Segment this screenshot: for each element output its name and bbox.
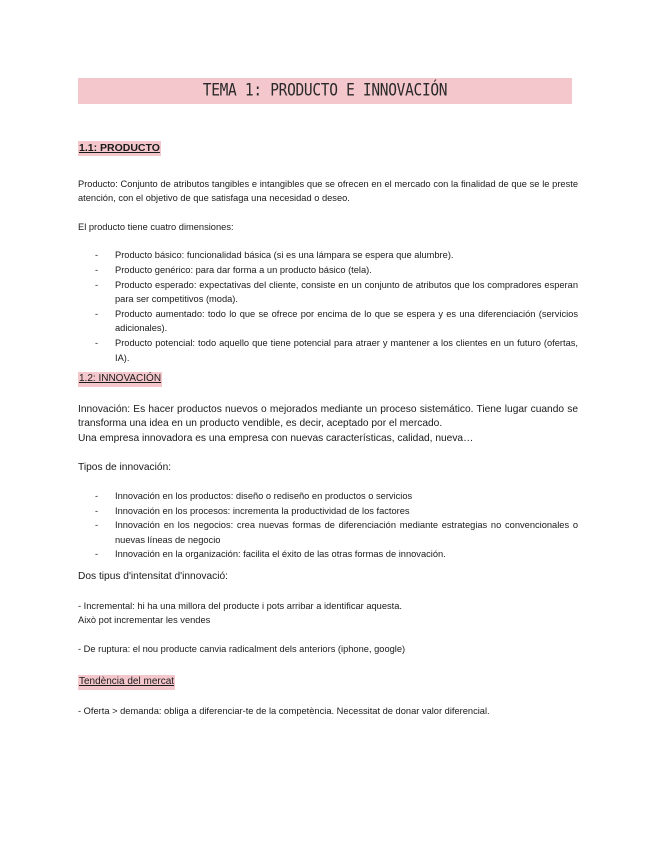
section-heading-producto: 1.1: PRODUCTO [79,142,160,154]
intensity-intro: Dos tipus d'intensitat d'innovació: [78,571,228,583]
section-heading-innovacion: 1.2: INNOVACIÓN [78,372,162,387]
document-body [78,141,578,719]
list-item: - Producto básico: funcionalidad básica (si es una lámpara se espera que alumbre). [95,250,454,261]
dimensions-list [78,248,578,365]
list-item: - Producto potencial: todo aquello que tiene potencial para atraer y mantener a los clientes en un futuro (ofertas, IA). [95,337,578,363]
list-item: - Producto aumentado: todo lo que se ofrece por encima de lo que se espera y es una diferenciación (servicios adicionales). [95,308,578,334]
list-item: - Producto esperado: expectativas del cliente, consiste en un conjunto de atributos que los compradores esperan para ser competitivos (moda). [95,279,578,305]
list-item: - Innovación en la organización: facilita el éxito de las otras formas de innovación. [95,549,446,560]
innovacion-definition: Innovación: Es hacer productos nuevos o mejorados mediante un proceso sistemático. Tiene lugar cuando se transforma una idea en un producto vendible, es decir, aceptado por el mercado. [78,403,578,430]
list-item: - Innovación en los negocios: crea nuevas formas de diferenciación mediante estrategias no convencionales o nuevas líneas de negocio [95,520,578,545]
producto-definition: Producto: Conjunto de atributos tangibles e intangibles que se ofrecen en el mercado con la finalidad de que se le preste atención, con el objetivo de que satisfaga una necesidad o deseo. [78,178,578,204]
section-heading-tendencia: Tendència del mercat [78,675,175,690]
incremental-line-2: Això pot incrementar les vendes [78,615,211,626]
types-intro: Tipos de innovación: [78,461,172,473]
innovation-types-list [78,489,578,562]
page-title: TEMA 1: PRODUCTO E INNOVACIÓN [202,81,448,101]
title-banner [78,78,572,104]
list-item: - Innovación en los productos: diseño o rediseño en productos o servicios [95,491,413,502]
incremental-line-1: - Incremental: hi ha una millora del producte i pots arribar a identificar aquesta. [78,600,403,611]
rupture-line: - De ruptura: el nou producte canvia radicalment dels anteriors (iphone, google) [78,643,406,654]
dimensions-intro: El producto tiene cuatro dimensiones: [78,221,234,232]
tendencia-text: - Oferta > demanda: obliga a diferenciar-te de la competència. Necessitat de donar valor diferencial. [78,706,490,717]
list-item: - Innovación en los procesos: incrementa la productividad de los factores [95,505,410,516]
empresa-innovadora: Una empresa innovadora es una empresa con nuevas características, calidad, nueva… [78,432,474,444]
list-item: - Producto genérico: para dar forma a un producto básico (tela). [95,264,372,275]
